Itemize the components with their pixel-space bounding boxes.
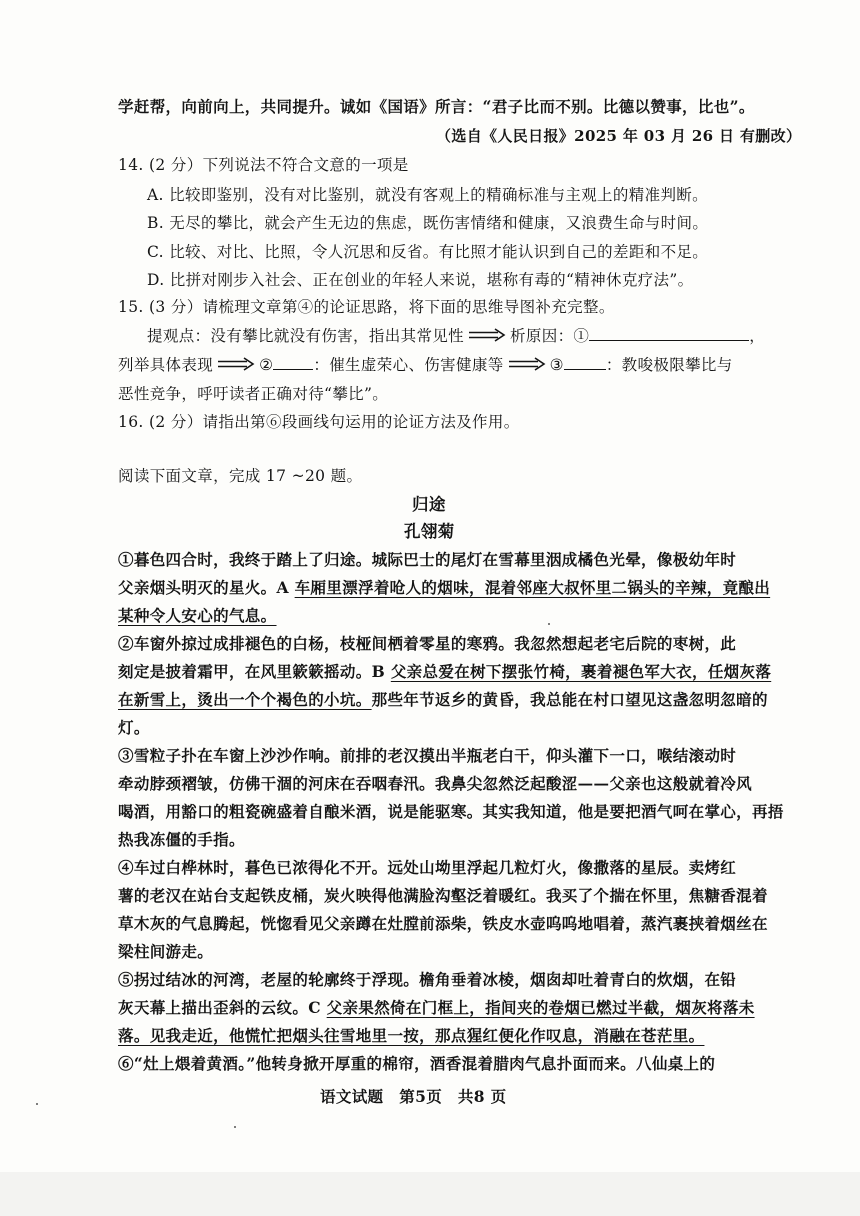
para-2-line-1: ②车窗外掠过成排褪色的白杨，枝桠间栖着零星的寒鸦。我忽然想起老宅后院的枣树，此 bbox=[118, 634, 737, 653]
answer-blank-1[interactable] bbox=[589, 326, 749, 341]
mindmap-line-1 bbox=[147, 326, 765, 346]
para-6-line-1: ⑥“灶上煨着黄酒。”他转身掀开厚重的棉帘，酒香混着腊肉气息扑面而来。八仙桌上的 bbox=[118, 1054, 716, 1073]
para-3-line-2: 牵动脖颈褶皱，仿佛干涸的河床在吞咽春汛。我鼻尖忽然泛起酸涩——父亲也这般就着冷风 bbox=[118, 774, 753, 793]
question-15-stem: 15. (3 分）请梳理文章第④的论证思路，将下面的思维导图补充完整。 bbox=[118, 298, 615, 316]
para-1-line-3: 某种令人安心的气息。 bbox=[118, 606, 277, 625]
mindmap-line-3: 恶性竞争，呼吁读者正确对待“攀比”。 bbox=[118, 385, 389, 403]
underlined-sentence-b: 父亲总爱在树下摆张竹椅，裹着褪色军大衣，任烟灰落 bbox=[390, 662, 772, 681]
mindmap-line-2 bbox=[118, 355, 733, 375]
para-2-text-cont: 那些年节返乡的黄昏，我总能在村口望见这盏忽明忽暗的 bbox=[371, 690, 768, 709]
page-footer: 语文试题 第5页 共8 页 bbox=[320, 1087, 507, 1106]
para-3-line-4: 热我冻僵的手指。 bbox=[118, 830, 245, 849]
para-5-text: 灰天幕上描出歪斜的云纹。C bbox=[118, 998, 327, 1017]
mindmap-step-argument: 提观点：没有攀比就没有伤害，指出其常见性 bbox=[147, 327, 465, 345]
mindmap-step-harm: ：催生虚荣心、伤害健康等 bbox=[313, 356, 504, 374]
para-2-line-3 bbox=[118, 690, 768, 710]
underlined-sentence-c: 父亲果然倚在门框上，指间夹的卷烟已燃过半截，烟灰将落未 bbox=[326, 998, 755, 1017]
article-author: 孔翎菊 bbox=[404, 522, 455, 541]
scan-speck bbox=[36, 1103, 38, 1105]
question-16-stem: 16. (2 分）请指出第⑥段画线句运用的论证方法及作用。 bbox=[118, 413, 520, 431]
para-5-line-3: 落。见我走近，他慌忙把烟头往雪地里一按，那点猩红便化作叹息，消融在苍茫里。 bbox=[118, 1026, 705, 1045]
answer-blank-2[interactable] bbox=[273, 355, 313, 370]
para-4-line-4: 梁柱间游走。 bbox=[118, 942, 214, 961]
question-14-option-a: A. 比较即鉴别，没有对比鉴别，就没有客观上的精确标准与主观上的精准判断。 bbox=[147, 186, 708, 204]
answer-blank-3[interactable] bbox=[564, 355, 606, 370]
para-4-line-1: ④车过白桦林时，暮色已浓得化不开。远处山坳里浮起几粒灯火，像撒落的星辰。卖烤红 bbox=[118, 858, 737, 877]
para-4-line-3: 草木灰的气息腾起，恍惚看见父亲蹲在灶膛前添柴，铁皮水壶呜呜地唱着，蒸汽裹挟着烟丝在 bbox=[118, 914, 768, 933]
mindmap-marker-3: ③ bbox=[549, 356, 564, 374]
mindmap-marker-2: ② bbox=[259, 356, 274, 374]
mindmap-line1-end: ， bbox=[749, 327, 766, 345]
question-14-option-d: D. 比拼对刚步入社会、正在创业的年轻人来说，堪称有毒的“精神休克疗法”。 bbox=[147, 271, 694, 289]
para-1-line-2 bbox=[118, 578, 770, 598]
prev-passage-last-line: 学赶帮，向前向上，共同提升。诚如《国语》所言：“君子比而不别。比德以赞事，比也”。 bbox=[118, 97, 755, 116]
scan-bottom-margin bbox=[0, 1172, 860, 1216]
question-14-stem: 14. (2 分）下列说法不符合文意的一项是 bbox=[118, 156, 409, 174]
reading-instruction: 阅读下面文章，完成 17 ~20 题。 bbox=[118, 467, 363, 485]
para-2-text: 刻定是披着霜甲，在风里簌簌摇动。B bbox=[118, 662, 391, 681]
para-1-line-1: ①暮色四合时，我终于踏上了归途。城际巴士的尾灯在雪幕里洇成橘色光晕，像极幼年时 bbox=[118, 550, 737, 569]
para-3-line-1: ③雪粒子扑在车窗上沙沙作响。前排的老汉摸出半瓶老白干，仰头灌下一口，喉结滚动时 bbox=[118, 746, 737, 765]
para-5-line-1: ⑤拐过结冰的河湾，老屋的轮廓终于浮现。檐角垂着冰棱，烟囱却吐着青白的炊烟，在铅 bbox=[118, 970, 737, 989]
underlined-sentence-a: 车厢里漂浮着呛人的烟味，混着邻座大叔怀里二锅头的辛辣，竟酿出 bbox=[294, 578, 771, 597]
scan-speck bbox=[548, 623, 550, 625]
double-arrow-icon bbox=[508, 357, 546, 371]
para-5-line-2 bbox=[118, 998, 755, 1018]
para-3-line-3: 喝酒，用豁口的粗瓷碗盛着自酿米酒，说是能驱寒。其实我知道，他是要把酒气呵在掌心，再捂 bbox=[118, 802, 784, 821]
article-title: 归途 bbox=[412, 495, 446, 514]
mindmap-step-cause: 析原因：① bbox=[510, 327, 590, 345]
mindmap-step-examples: 列举具体表现 bbox=[118, 356, 214, 374]
question-14-option-c: C. 比较、对比、比照，令人沉思和反省。有比照才能认识到自己的差距和不足。 bbox=[147, 243, 709, 261]
para-1-text: 父亲烟头明灭的星火。A bbox=[118, 578, 295, 597]
para-2-line-4: 灯。 bbox=[118, 718, 150, 737]
double-arrow-icon bbox=[217, 357, 255, 371]
para-2-line-2 bbox=[118, 662, 771, 682]
para-4-line-2: 薯的老汉在站台支起铁皮桶，炭火映得他满脸沟壑泛着暖红。我买了个揣在怀里，焦糖香混着 bbox=[118, 886, 768, 905]
question-14-option-b: B. 无尽的攀比，就会产生无边的焦虑，既伤害情绪和健康，又浪费生命与时间。 bbox=[147, 214, 709, 232]
scan-speck bbox=[234, 1126, 236, 1128]
passage-source: （选自《人民日报》2025 年 03 月 26 日 有删改） bbox=[436, 127, 802, 145]
mindmap-step-conclusion: ：教唆极限攀比与 bbox=[605, 356, 733, 374]
double-arrow-icon bbox=[468, 328, 506, 342]
underlined-sentence-b-end: 在新雪上，烫出一个个褐色的小坑。 bbox=[118, 690, 372, 709]
